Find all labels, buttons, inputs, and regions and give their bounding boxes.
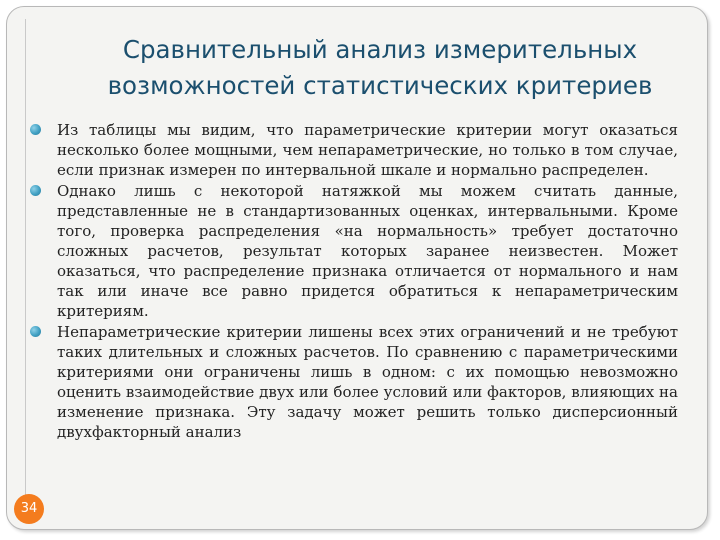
bullet-list [30, 120, 678, 443]
bullet-text-2: Однако лишь с некоторой натяжкой мы можем считать данные, представленные не в стандартизованных оценках, интервальными. Кроме того, проверка распределения «на нормальность» требует достаточно сложных расчетов, результат которых заранее неизвестен. Может оказаться, что распределение признака отличается от нормального и нам так или иначе все равно придется обратиться к непараметрическим критериям. [57, 182, 678, 320]
circle-bullet-icon [30, 185, 41, 196]
circle-bullet-icon [30, 326, 41, 337]
bullet-item-3 [30, 322, 678, 442]
page-number-badge: 34 [14, 494, 44, 524]
bullet-text-1: Из таблицы мы видим, что параметрические критерии могут оказаться несколько более мощными, чем непараметрические, но только в том случае, если признак измерен по интервальной шкале и нормально распределен. [57, 121, 678, 179]
slide-title: Сравнительный анализ измерительных возможностей статистических критериев [107, 35, 653, 100]
bullet-item-1 [30, 120, 678, 180]
bullet-text-3: Непараметрические критерии лишены всех этих ограничений и не требуют таких длительных и сложных расчетов. По сравнению с параметрическими критериями они ограничены лишь в одном: с их помощью невозможно оценить взаимодействие двух или более условий или факторов, влияющих на изменение признака. Эту задачу может решить только дисперсионный двухфакторный анализ [57, 323, 678, 441]
bullet-item-2 [30, 181, 678, 321]
circle-bullet-icon [30, 124, 41, 135]
frame-accent-line [25, 19, 26, 497]
